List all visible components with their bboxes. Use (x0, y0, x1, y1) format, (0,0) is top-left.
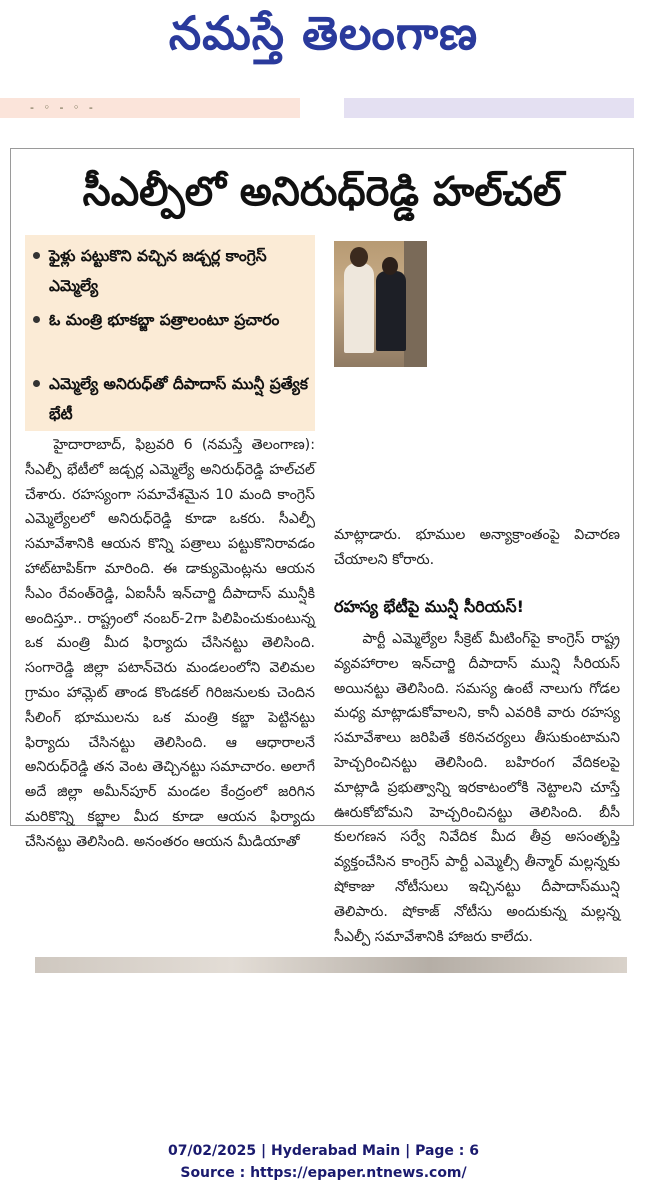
article-body-right: పార్టీ ఎమ్మెల్యేల సీక్రెట్ మీటింగ్‌పై కాంగ్రెస్ రాష్ట్ర వ్యవహారాల ఇన్‌చార్జి దీపాదాస్ మున్షి సీరియస్ అయినట్టు తెలిసింది. సమస్య ఉంటే నాలుగు గోడల మధ్య మాట్లాడుకోవాలని, కానీ ఎవరికి వారు రహస్య సమావేశాలు జరిపితే కఠినచర్యలు తీసుకుంటామని హెచ్చరించినట్టు తెలిసింది. బహిరంగ వేదికలపై మాట్లాడి ప్రభుత్వాన్ని ఇరకాటంలోకి నెట్టాలని చూస్తే ఊరుకోబోమని హెచ్చరించినట్టు తెలిసింది. బీసీ కులగణన సర్వే నివేదిక మీద తీవ్ర అసంతృప్తి వ్యక్తంచేసిన కాంగ్రెస్ పార్టీ ఎమ్మెల్సీ తీన్మార్ మల్లన్నకు షోకాజు నోటీసులు ఇచ్చినట్టు దీపాదాస్‌మున్షి తెలిపారు. షోకాజ్ నోటీసు అందుకున్న మల్లన్న సీఎల్పీ సమావేశానికి హాజరు కాలేదు. (334, 631, 620, 945)
source-link[interactable]: Source : https://epaper.ntnews.com/ (180, 1165, 467, 1181)
highlight-item (33, 305, 309, 335)
article-headline: సీఎల్పీలో అనిరుధ్‌రెడ్డి హల్‌చల్ (82, 169, 562, 215)
article-subheading: రహస్య భేటీపై మున్షీ సీరియస్! (334, 597, 524, 616)
article-clipping (10, 148, 634, 945)
article-body-left: హైదారాబాద్, ఫిబ్రవరి 6 (నమస్తే తెలంగాణ): సీఎల్పీ భేటీలో జడ్చర్ల ఎమ్మెల్యే అనిరుధ్‌రెడ్డి హల్‌చల్ చేశారు. రహస్యంగా సమావేశమైన 10 మంది కాంగ్రెస్ ఎమ్మెల్యేలలో అనిరుధ్‌రెడ్డి కూడా ఒకరు. సీఎల్పీ సమావేశానికి ఆయన కొన్ని పత్రాలు పట్టుకొనిరావడం హాట్‌టాపిక్‌గా మారింది. ఈ డాక్యుమెంట్లను ఆయన సీఎం రేవంత్‌రెడ్డి, ఏఐసీసీ ఇన్‌చార్జి దీపాదాస్ మున్షీకి అందిస్తూ.. రాష్ట్రంలో నంబర్-2గా పిలిపించుకుంటున్న ఒక మంత్రి మీద ఫిర్యాదు చేసినట్టు తెలిసింది. సంగారెడ్డి జిల్లా పటాన్‌చెరు మండలంలోని వెలిమల గ్రామం హామ్లెట్ తాండ కొండకల్ గిరిజనులకు చెందిన సీలింగ్ భూములను ఒక మంత్రి కబ్జా పెట్టినట్టు ఫిర్యాదు చేసినట్టు తెలిసింది. ఆ ఆధారాలనే అనిరుధ్‌రెడ్డి తన వెంట తెచ్చినట్టు సమాచారం. అలాగే అదే జిల్లా అమీన్‌పూర్ మండల కేంద్రంలో జరిగిన మరికొన్ని కబ్జాల మీద కూడా ఆయన ఫిర్యాదు చేసినట్టు తెలిసింది. అనంతరం ఆయన మీడియాతో (25, 437, 315, 850)
photo-person-right-head (382, 257, 398, 275)
masthead (0, 0, 647, 120)
newspaper-logo: నమస్తే తెలంగాణ (168, 6, 479, 60)
highlight-text: ఫైళ్లు పట్టుకొని వచ్చిన జడ్చర్ల కాంగ్రెస్ ఎమ్మెల్యే (49, 247, 267, 295)
photo-person-right (376, 271, 406, 351)
article-column-right-top (334, 523, 620, 573)
masthead-strip-text: ‑ ◦ ‑ ◦ ‑ (30, 101, 96, 114)
highlight-text: ఎమ్మెల్యే అనిరుధ్‌తో దీపాదాస్ మున్షీ ప్రత్యేక భేటీ (49, 375, 308, 423)
masthead-strip-right (344, 98, 634, 118)
bullet-icon (33, 252, 40, 259)
edition-info: 07/02/2025 | Hyderabad Main | Page : 6 (167, 1143, 480, 1159)
highlights-box (25, 235, 315, 431)
article-column-left (25, 433, 315, 855)
bullet-icon (33, 380, 40, 387)
highlight-text: ఓ మంత్రి భూకబ్జా పత్రాలంటూ ప్రచారం (49, 311, 280, 329)
next-article-photo-strip (35, 957, 627, 973)
photo-background (404, 241, 427, 367)
highlight-item (33, 241, 309, 301)
article-photo (334, 241, 427, 367)
photo-person-left (344, 263, 374, 353)
article-body-right-top: మాట్లాడారు. భూముల అన్యాక్రాంతంపై విచారణ చేయాలని కోరారు. (334, 527, 620, 568)
bullet-icon (33, 316, 40, 323)
photo-person-left-head (350, 247, 368, 267)
article-column-right (334, 627, 620, 949)
masthead-strip-left (0, 98, 300, 118)
highlight-item (33, 369, 309, 429)
page-footer (0, 1140, 647, 1184)
